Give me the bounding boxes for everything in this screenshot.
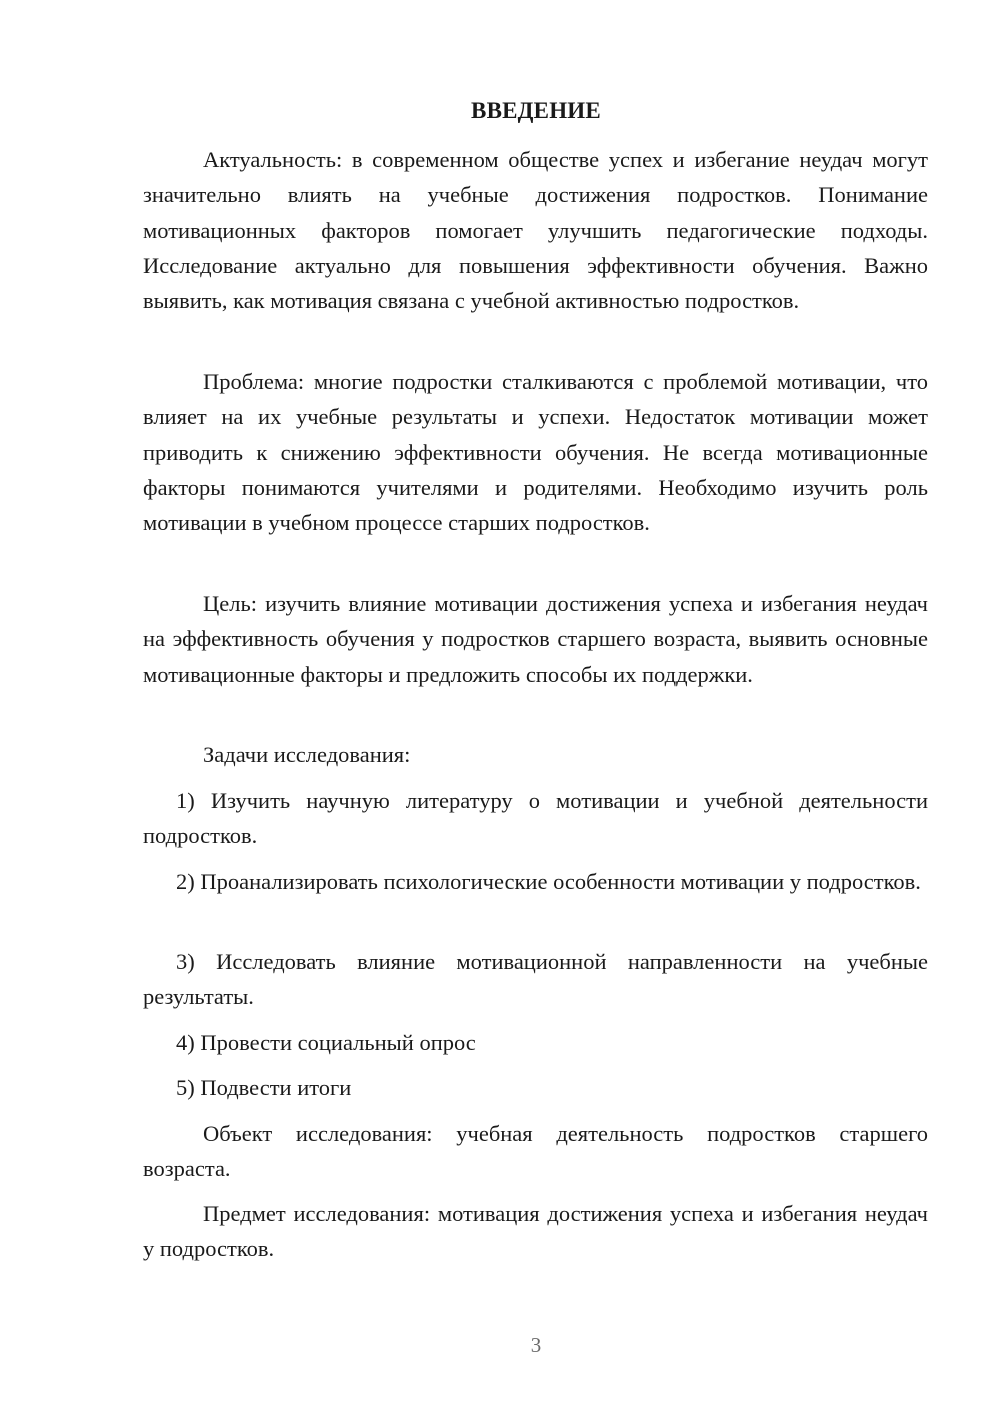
subject-paragraph: Предмет исследования: мотивация достижения успеха и избегания неудач у подростков. [143, 1201, 928, 1262]
problem-paragraph: Проблема: многие подростки сталкиваются с проблемой мотивации, что влияет на их учебные результаты и успехи. Недостаток мотивации может приводить к снижению эффективности обучения. Не всегда мотивационные факторы понимаются учителями и родителями. Необходимо изучить роль мотивации в учебном процессе старших подростков. [143, 369, 928, 536]
goal-paragraph: Цель: изучить влияние мотивации достижения успеха и избегания неудач на эффективность обучения у подростков старшего возраста, выявить основные мотивационные факторы и предложить способы их поддержки. [143, 591, 928, 687]
task-item-5: 5) Подвести итоги [176, 1075, 352, 1100]
task-item-3: 3) Исследовать влияние мотивационной направленности на учебные результаты. [143, 949, 928, 1010]
tasks-heading: Задачи исследования: [203, 742, 411, 767]
task-item-1: 1) Изучить научную литературу о мотивации и учебной деятельности подростков. [143, 788, 928, 849]
task-item-2: 2) Проанализировать психологические особенности мотивации у подростков. [176, 869, 921, 894]
object-paragraph: Объект исследования: учебная деятельность подростков старшего возраста. [143, 1121, 928, 1182]
relevance-paragraph: Актуальность: в современном обществе успех и избегание неудач могут значительно влиять на учебные достижения подростков. Понимание мотивационных факторов помогает улучшить педагогические подходы. Исследование актуально для повышения эффективности обучения. Важно выявить, как мотивация связана с учебной активностью подростков. [143, 147, 928, 314]
section-heading: ВВЕДЕНИЕ [471, 98, 601, 123]
task-item-4: 4) Провести социальный опрос [176, 1030, 476, 1055]
page-number: 3 [530, 1333, 542, 1357]
